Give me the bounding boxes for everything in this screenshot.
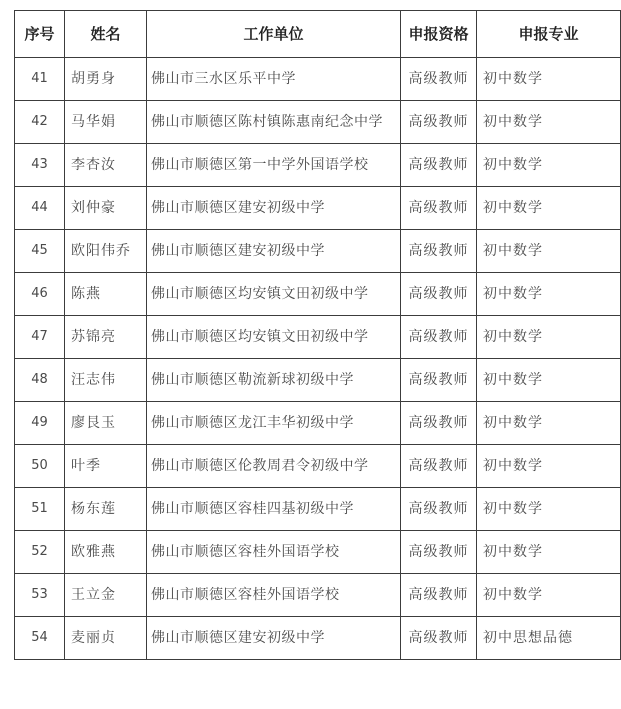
cell-major: 初中数学: [477, 316, 621, 359]
cell-qualification: 高级教师: [401, 273, 477, 316]
cell-major: 初中数学: [477, 58, 621, 101]
table-row: [15, 187, 621, 230]
table-row: [15, 359, 621, 402]
cell-unit: 佛山市顺德区建安初级中学: [147, 617, 401, 660]
cell-major: 初中数学: [477, 230, 621, 273]
cell-seq: 53: [15, 574, 65, 617]
table-body: [15, 58, 621, 660]
cell-qualification: 高级教师: [401, 617, 477, 660]
table-row: [15, 574, 621, 617]
cell-seq: 45: [15, 230, 65, 273]
header-row: [15, 11, 621, 58]
cell-name: 李杏汝: [65, 144, 147, 187]
cell-seq: 54: [15, 617, 65, 660]
cell-major: 初中数学: [477, 488, 621, 531]
cell-qualification: 高级教师: [401, 359, 477, 402]
table-row: [15, 488, 621, 531]
document-page: [14, 10, 620, 660]
cell-qualification: 高级教师: [401, 58, 477, 101]
cell-qualification: 高级教师: [401, 144, 477, 187]
cell-seq: 42: [15, 101, 65, 144]
table-row: [15, 531, 621, 574]
cell-major: 初中数学: [477, 144, 621, 187]
cell-name: 苏锦亮: [65, 316, 147, 359]
cell-seq: 52: [15, 531, 65, 574]
table-row: [15, 144, 621, 187]
cell-major: 初中数学: [477, 445, 621, 488]
cell-seq: 47: [15, 316, 65, 359]
cell-major: 初中数学: [477, 574, 621, 617]
table-row: [15, 101, 621, 144]
cell-seq: 41: [15, 58, 65, 101]
cell-unit: 佛山市顺德区陈村镇陈惠南纪念中学: [147, 101, 401, 144]
cell-major: 初中思想品德: [477, 617, 621, 660]
cell-unit: 佛山市顺德区均安镇文田初级中学: [147, 273, 401, 316]
header-unit: 工作单位: [147, 11, 401, 58]
cell-seq: 51: [15, 488, 65, 531]
cell-unit: 佛山市顺德区第一中学外国语学校: [147, 144, 401, 187]
cell-qualification: 高级教师: [401, 445, 477, 488]
cell-unit: 佛山市顺德区龙江丰华初级中学: [147, 402, 401, 445]
cell-seq: 48: [15, 359, 65, 402]
cell-qualification: 高级教师: [401, 230, 477, 273]
cell-name: 刘仲豪: [65, 187, 147, 230]
cell-name: 欧阳伟乔: [65, 230, 147, 273]
cell-major: 初中数学: [477, 359, 621, 402]
cell-name: 陈燕: [65, 273, 147, 316]
cell-qualification: 高级教师: [401, 187, 477, 230]
cell-unit: 佛山市顺德区容桂外国语学校: [147, 531, 401, 574]
cell-unit: 佛山市顺德区容桂外国语学校: [147, 574, 401, 617]
header-qualification: 申报资格: [401, 11, 477, 58]
cell-name: 马华娟: [65, 101, 147, 144]
cell-major: 初中数学: [477, 273, 621, 316]
cell-name: 麦丽贞: [65, 617, 147, 660]
table-row: [15, 230, 621, 273]
cell-unit: 佛山市三水区乐平中学: [147, 58, 401, 101]
cell-seq: 46: [15, 273, 65, 316]
cell-unit: 佛山市顺德区均安镇文田初级中学: [147, 316, 401, 359]
cell-qualification: 高级教师: [401, 402, 477, 445]
cell-qualification: 高级教师: [401, 531, 477, 574]
cell-unit: 佛山市顺德区建安初级中学: [147, 187, 401, 230]
table-row: [15, 316, 621, 359]
table-row: [15, 445, 621, 488]
cell-unit: 佛山市顺德区伦教周君令初级中学: [147, 445, 401, 488]
applicant-table: [14, 10, 621, 660]
cell-seq: 43: [15, 144, 65, 187]
cell-major: 初中数学: [477, 187, 621, 230]
cell-major: 初中数学: [477, 101, 621, 144]
cell-unit: 佛山市顺德区建安初级中学: [147, 230, 401, 273]
header-major: 申报专业: [477, 11, 621, 58]
cell-unit: 佛山市顺德区容桂四基初级中学: [147, 488, 401, 531]
cell-qualification: 高级教师: [401, 574, 477, 617]
table-row: [15, 58, 621, 101]
cell-name: 汪志伟: [65, 359, 147, 402]
cell-qualification: 高级教师: [401, 101, 477, 144]
cell-major: 初中数学: [477, 402, 621, 445]
cell-major: 初中数学: [477, 531, 621, 574]
table-row: [15, 273, 621, 316]
cell-seq: 49: [15, 402, 65, 445]
table-header: [15, 11, 621, 58]
cell-name: 王立金: [65, 574, 147, 617]
cell-name: 欧雅燕: [65, 531, 147, 574]
cell-name: 胡勇身: [65, 58, 147, 101]
cell-seq: 44: [15, 187, 65, 230]
table-row: [15, 402, 621, 445]
table-row: [15, 617, 621, 660]
cell-name: 杨东莲: [65, 488, 147, 531]
header-name: 姓名: [65, 11, 147, 58]
header-seq: 序号: [15, 11, 65, 58]
cell-seq: 50: [15, 445, 65, 488]
cell-qualification: 高级教师: [401, 316, 477, 359]
cell-unit: 佛山市顺德区勒流新球初级中学: [147, 359, 401, 402]
cell-name: 叶季: [65, 445, 147, 488]
cell-name: 廖艮玉: [65, 402, 147, 445]
cell-qualification: 高级教师: [401, 488, 477, 531]
